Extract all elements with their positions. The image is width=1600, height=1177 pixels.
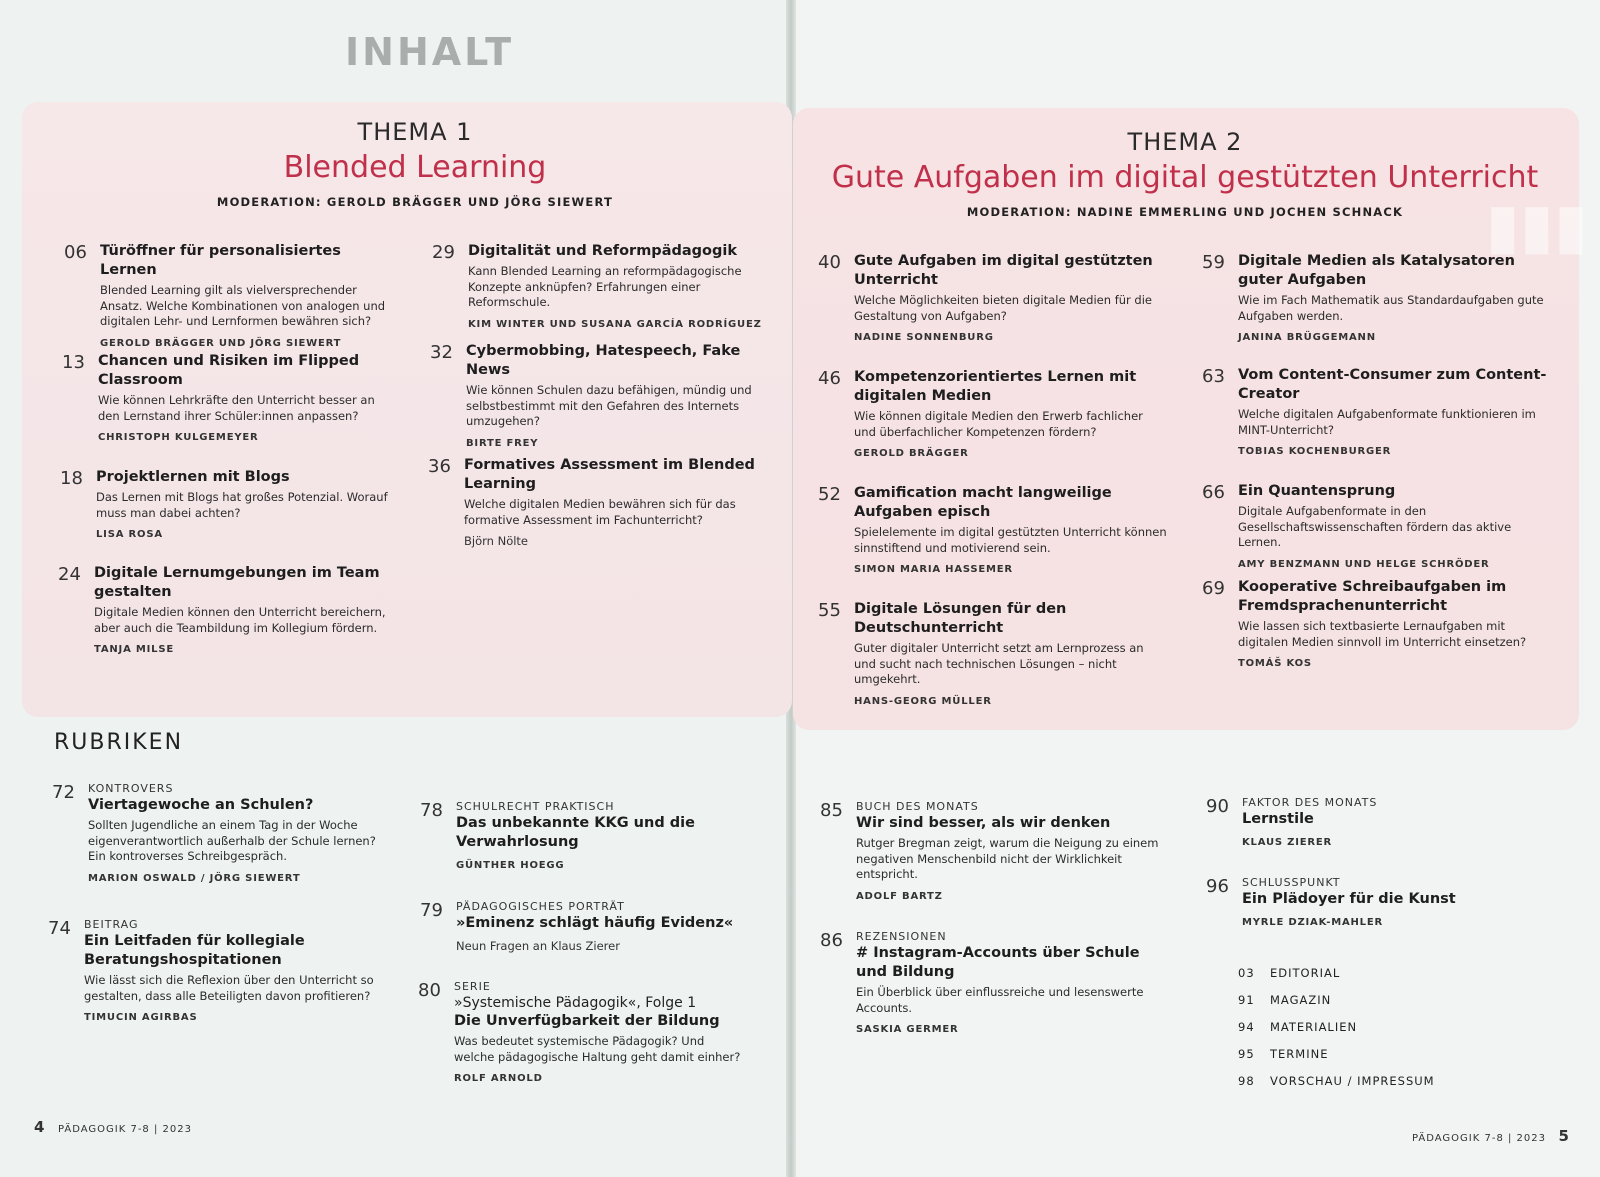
rubrik-entry[interactable] [48, 918, 378, 1023]
rubrik-category: FAKTOR DES MONATS [1242, 796, 1378, 809]
page-number: 13 [62, 352, 85, 373]
page-number: 72 [52, 782, 75, 803]
entry-author: MYRLE DZIAK-MAHLER [1242, 917, 1383, 928]
entry-title: Türöffner für personalisiertes Lernen [100, 243, 341, 278]
toc-entry[interactable] [432, 242, 777, 330]
thema2-name: Gute Aufgaben im digital gestützten Unterricht [831, 160, 1539, 195]
entry-desc: Welche digitalen Medien bewähren sich für das formative Assessment im Fachunterricht? [464, 497, 736, 527]
list-item[interactable] [1238, 993, 1435, 1020]
entry-desc: Welche Möglichkeiten bieten digitale Medien für die Gestaltung von Aufgaben? [854, 293, 1152, 323]
entry-author: MARION OSWALD / JÖRG SIEWERT [88, 872, 301, 884]
inhalt-heading: INHALT [345, 30, 514, 74]
rubrik-entry[interactable] [1206, 876, 1536, 928]
entry-title: Die Unverfügbarkeit der Bildung [454, 1013, 720, 1029]
entry-author: GEROLD BRÄGGER UND JÖRG SIEWERT [100, 337, 342, 349]
footer-issue-left: PÄDAGOGIK 7-8 | 2023 [57, 1124, 192, 1135]
toc-entry[interactable] [428, 456, 773, 548]
toc-entry[interactable] [1202, 482, 1552, 570]
entry-title: Digitalität und Reformpädagogik [468, 243, 737, 259]
page-number: 66 [1202, 482, 1225, 503]
page-number: 98 [1238, 1074, 1255, 1088]
toc-entry[interactable] [818, 600, 1168, 707]
footer-right [1412, 1127, 1570, 1145]
page-number: 36 [428, 456, 451, 477]
entry-title: Wir sind besser, als wir denken [856, 815, 1111, 831]
entry-author: HANS-GEORG MÜLLER [854, 695, 992, 707]
entry-desc: Wie können Schulen dazu befähigen, mündig und selbstbestimmt mit den Gefahren des Internets umzugehen? [466, 383, 752, 428]
entry-author: TOBIAS KOCHENBURGER [1238, 446, 1392, 457]
entry-title: »Eminenz schlägt häufig Evidenz« [456, 915, 734, 931]
thema1-moderation: MODERATION: GEROLD BRÄGGER UND JÖRG SIEWERT [216, 195, 614, 209]
rubriken-short-list [1238, 966, 1435, 1101]
thema2-label: THEMA 2 [1127, 128, 1243, 156]
entry-author: BIRTE FREY [466, 437, 539, 449]
list-label: VORSCHAU / IMPRESSUM [1270, 1074, 1435, 1088]
rubrik-category: SCHLUSSPUNKT [1242, 876, 1341, 889]
toc-entry[interactable] [1202, 366, 1552, 457]
entry-desc: Digitale Aufgabenformate in den Gesellschaftswissenschaften fördern das aktive Lernen. [1238, 504, 1512, 549]
rubrik-entry[interactable] [1206, 796, 1536, 848]
entry-desc: Das Lernen mit Blogs hat großes Potenzial. Worauf muss man dabei achten? [96, 490, 388, 520]
rubrik-entry[interactable] [820, 800, 1165, 902]
page-number: 03 [1238, 966, 1255, 980]
entry-desc: Kann Blended Learning an reformpädagogische Konzepte anknüpfen? Erfahrungen einer Reformschule. [468, 264, 742, 309]
entry-author: AMY BENZMANN UND HELGE SCHRÖDER [1238, 558, 1490, 570]
entry-title: Formatives Assessment im Blended Learning [464, 457, 755, 492]
page-number: 86 [820, 930, 843, 951]
entry-desc: Digitale Medien können den Unterricht bereichern, aber auch die Teambildung im Kollegium fördern. [94, 605, 386, 635]
rubrik-category: REZENSIONEN [856, 930, 947, 943]
toc-entry[interactable] [62, 352, 397, 443]
entry-desc: Wie lassen sich textbasierte Lernaufgaben mit digitalen Medien sinnvoll im Unterricht einsetzen? [1238, 619, 1527, 649]
entry-title: Digitale Lernumgebungen im Team gestalten [94, 565, 380, 600]
toc-entry[interactable] [818, 484, 1168, 575]
thema1-label: THEMA 1 [357, 118, 473, 146]
entry-desc: Spielelemente im digital gestützten Unterricht können sinnstiftend und motivierend sein. [854, 525, 1167, 555]
rubrik-category: PÄDAGOGISCHES PORTRÄT [456, 900, 625, 913]
footer-left [34, 1118, 192, 1136]
page-number: 94 [1238, 1020, 1255, 1034]
entry-author: GÜNTHER HOEGG [456, 860, 565, 871]
entry-title: Gute Aufgaben im digital gestützten Unterricht [854, 253, 1153, 288]
entry-author: TOMÁŠ KOS [1238, 658, 1312, 669]
rubrik-entry[interactable] [420, 800, 750, 871]
page-number-right: 5 [1558, 1127, 1570, 1145]
list-item[interactable] [1238, 1047, 1435, 1074]
entry-author: SASKIA GERMER [856, 1024, 959, 1035]
entry-author: GEROLD BRÄGGER [854, 448, 969, 459]
rubrik-category: BEITRAG [84, 918, 139, 931]
toc-entry[interactable] [58, 564, 393, 655]
entry-desc: Wie im Fach Mathematik aus Standardaufgaben gute Aufgaben werden. [1238, 293, 1544, 323]
entry-title: Digitale Lösungen für den Deutschunterricht [854, 601, 1067, 636]
entry-author: LISA ROSA [96, 529, 163, 540]
list-item[interactable] [1238, 966, 1435, 993]
entry-desc: Wie lässt sich die Reflexion über den Unterricht so gestalten, dass alle Beteiligten davon profitieren? [84, 973, 374, 1003]
rubrik-entry[interactable] [418, 980, 748, 1084]
entry-title: Kooperative Schreibaufgaben im Fremdsprachenunterricht [1238, 579, 1507, 614]
entry-author: TANJA MILSE [94, 644, 174, 655]
thema1-header [200, 118, 630, 209]
entry-title: Ein Quantensprung [1238, 483, 1396, 499]
rubrik-entry[interactable] [420, 900, 750, 953]
entry-desc: Ein Überblick über einflussreiche und lesenswerte Accounts. [856, 985, 1144, 1015]
rubrik-category: SERIE [454, 980, 491, 993]
entry-subtitle: »Systemische Pädagogik«, Folge 1 [454, 995, 697, 1011]
entry-author: NADINE SONNENBURG [854, 332, 994, 343]
list-label: EDITORIAL [1270, 966, 1341, 980]
entry-title: Digitale Medien als Katalysatoren guter Aufgaben [1238, 253, 1515, 288]
page-number: 90 [1206, 796, 1229, 817]
show-through-decoration: ▮▮▮ [1485, 189, 1588, 262]
entry-title: # Instagram-Accounts über Schule und Bildung [856, 945, 1140, 980]
toc-entry[interactable] [818, 252, 1168, 343]
toc-entry[interactable] [64, 242, 399, 349]
rubriken-heading: RUBRIKEN [54, 730, 184, 755]
list-label: MAGAZIN [1270, 993, 1332, 1007]
entry-title: Das unbekannte KKG und die Verwahrlosung [456, 815, 695, 850]
page-number: 78 [420, 800, 443, 821]
entry-desc: Wie können digitale Medien den Erwerb fachlicher und überfachlicher Kompetenzen fördern? [854, 409, 1143, 439]
entry-author: KIM WINTER UND SUSANA GARCÍA RODRÍGUEZ [468, 318, 762, 330]
toc-entry[interactable] [430, 342, 775, 449]
page-number: 80 [418, 980, 441, 1001]
entry-author: ADOLF BARTZ [856, 890, 943, 902]
page-number: 74 [48, 918, 71, 939]
entry-author: ROLF ARNOLD [454, 1073, 543, 1084]
entry-desc: Wie können Lehrkräfte den Unterricht besser an den Lernstand ihrer Schüler:innen anpassen? [98, 393, 375, 423]
entry-desc: Welche digitalen Aufgabenformate funktionieren im MINT-Unterricht? [1238, 407, 1536, 437]
entry-desc: Rutger Bregman zeigt, warum die Neigung zu einem negativen Menschenbild nicht der Wirklichkeit entspricht. [856, 836, 1159, 881]
page-number: 63 [1202, 366, 1225, 387]
list-label: TERMINE [1270, 1047, 1329, 1061]
toc-entry[interactable] [60, 468, 395, 540]
entry-author: JANINA BRÜGGEMANN [1238, 332, 1376, 343]
rubrik-entry[interactable] [820, 930, 1165, 1035]
rubrik-entry[interactable] [52, 782, 382, 884]
entry-author: Neun Fragen an Klaus Zierer [456, 939, 620, 953]
entry-author: SIMON MARIA HASSEMER [854, 564, 1013, 575]
page-number-left: 4 [34, 1118, 46, 1136]
entry-author: KLAUS ZIERER [1242, 837, 1332, 848]
rubrik-category: SCHULRECHT PRAKTISCH [456, 800, 615, 813]
entry-author: TIMUCIN AGIRBAS [84, 1012, 198, 1023]
page-number: 85 [820, 800, 843, 821]
page-number: 06 [64, 242, 87, 263]
page-number: 95 [1238, 1047, 1255, 1061]
page-number: 69 [1202, 578, 1225, 599]
entry-desc: Guter digitaler Unterricht setzt am Lernprozess an und sucht nach technischen Lösungen – nicht umgekehrt. [854, 641, 1144, 686]
thema1-name: Blended Learning [283, 150, 547, 185]
entry-desc: Blended Learning gilt als vielversprechender Ansatz. Welche Kombinationen von analogen und digitalen Lehr- und Lernformen bewähren sich? [100, 283, 386, 328]
page-number: 46 [818, 368, 841, 389]
entry-title: Cybermobbing, Hatespeech, Fake News [466, 343, 741, 378]
list-item[interactable] [1238, 1020, 1435, 1047]
list-label: MATERIALIEN [1270, 1020, 1358, 1034]
entry-author: Björn Nölte [464, 534, 529, 548]
toc-entry[interactable] [1202, 578, 1552, 669]
page-number: 91 [1238, 993, 1255, 1007]
page-number: 40 [818, 252, 841, 273]
entry-title: Viertagewoche an Schulen? [88, 797, 314, 813]
entry-title: Vom Content-Consumer zum Content-Creator [1238, 367, 1547, 402]
page-number: 59 [1202, 252, 1225, 273]
thema2-moderation: MODERATION: NADINE EMMERLING UND JOCHEN SCHNACK [966, 205, 1404, 219]
thema2-header [810, 128, 1560, 219]
entry-title: Projektlernen mit Blogs [96, 469, 290, 485]
page-number: 55 [818, 600, 841, 621]
page-number: 52 [818, 484, 841, 505]
page-number: 18 [60, 468, 83, 489]
entry-desc: Was bedeutet systemische Pädagogik? Und welche pädagogische Haltung geht damit einher? [454, 1034, 741, 1064]
toc-entry[interactable] [1202, 252, 1552, 343]
rubrik-category: KONTROVERS [88, 782, 174, 795]
page-number: 29 [432, 242, 455, 263]
entry-title: Ein Plädoyer für die Kunst [1242, 891, 1456, 907]
entry-title: Lernstile [1242, 811, 1314, 827]
entry-title: Ein Leitfaden für kollegiale Beratungshospitationen [84, 933, 305, 968]
entry-title: Chancen und Risiken im Flipped Classroom [98, 353, 360, 388]
entry-title: Gamification macht langweilige Aufgaben episch [854, 485, 1112, 520]
entry-title: Kompetenzorientiertes Lernen mit digitalen Medien [854, 369, 1137, 404]
page-number: 24 [58, 564, 81, 585]
page-number: 79 [420, 900, 443, 921]
list-item[interactable] [1238, 1074, 1435, 1101]
footer-issue-right: PÄDAGOGIK 7-8 | 2023 [1412, 1133, 1546, 1144]
entry-desc: Sollten Jugendliche an einem Tag in der Woche eigenverantwortlich außerhalb der Schule lernen? Ein kontroverses Schreibgespräch. [88, 818, 376, 863]
rubrik-category: BUCH DES MONATS [856, 800, 979, 813]
page-number: 32 [430, 342, 453, 363]
toc-entry[interactable] [818, 368, 1168, 459]
page-number: 96 [1206, 876, 1229, 897]
entry-author: CHRISTOPH KULGEMEYER [98, 432, 259, 443]
